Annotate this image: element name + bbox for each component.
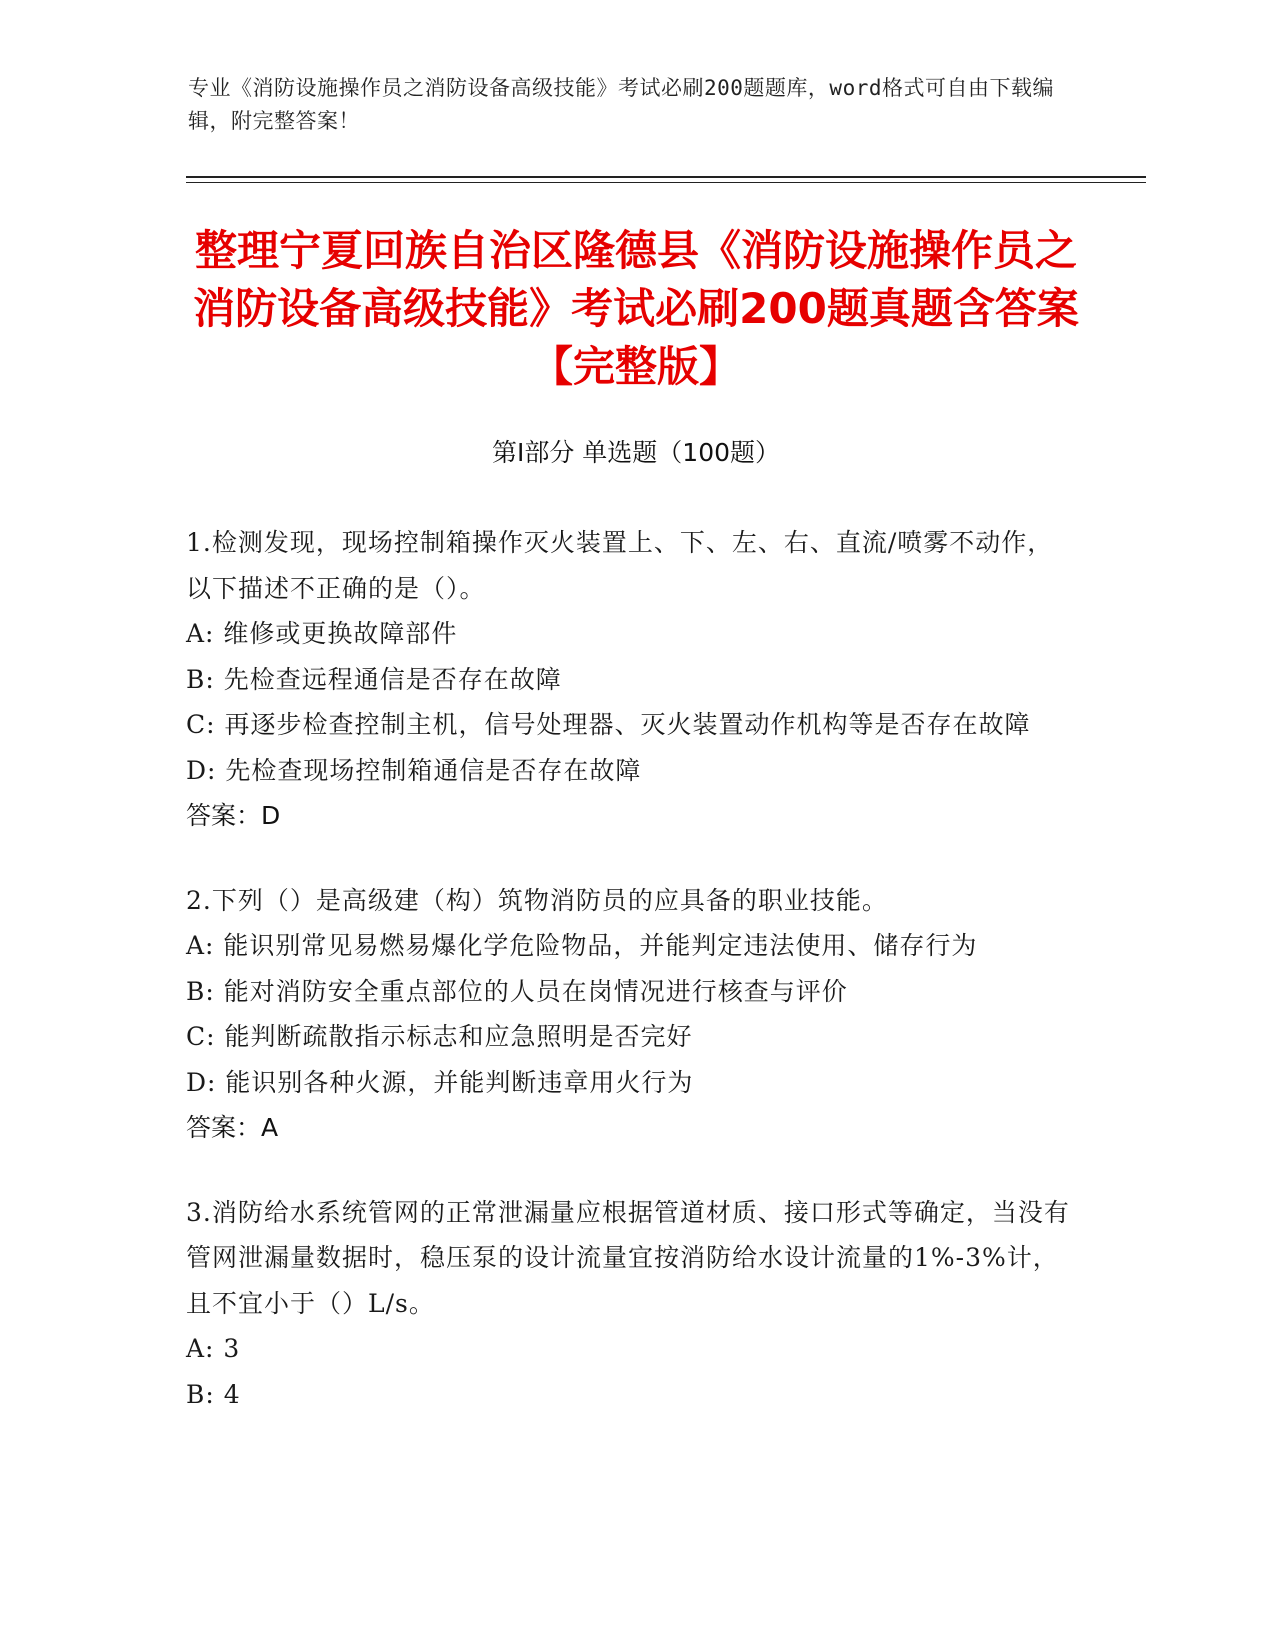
option-d: D: 先检查现场控制箱通信是否存在故障 (186, 755, 642, 785)
option-a: A: 维修或更换故障部件 (186, 619, 458, 648)
option-d: D: 能识别各种火源，并能判断违章用火行为 (186, 1067, 694, 1097)
question-text: 1.检测发现，现场控制箱操作灭火装置上、下、左、右、直流/喷雾不动作，以下描述不正确的是（）。 (186, 528, 1054, 603)
header-note: 专业《消防设施操作员之消防设备高级技能》考试必刷200题题库，word格式可自由下载编辑，附完整答案！ (188, 76, 1054, 133)
section-title: 第Ⅰ部分 单选题（100题） (491, 438, 781, 467)
option-b: B: 4 (186, 1379, 241, 1409)
question-item (186, 520, 1076, 839)
header-divider-thick (186, 176, 1146, 178)
question-list (186, 520, 1076, 1456)
question-item (186, 1190, 1076, 1418)
answer-text: 答案：A (186, 1113, 279, 1142)
question-item (186, 878, 1076, 1151)
document-title: 整理宁夏回族自治区隆德县《消防设施操作员之消防设备高级技能》考试必刷200题真题含答案【完整版】 (193, 226, 1079, 391)
option-a: A: 3 (186, 1334, 241, 1363)
option-c: C: 再逐步检查控制主机，信号处理器、灭火装置动作机构等是否存在故障 (186, 710, 1031, 739)
option-a: A: 能识别常见易燃易爆化学危险物品，并能判定违法使用、储存行为 (186, 931, 978, 960)
question-text: 3.消防给水系统管网的正常泄漏量应根据管道材质、接口形式等确定，当没有管网泄漏量数据时，稳压泵的设计流量宜按消防给水设计流量的1%-3%计，且不宜小于（）L/s。 (186, 1197, 1070, 1318)
question-text: 2.下列（）是高级建（构）筑物消防员的应具备的职业技能。 (186, 885, 888, 915)
option-b: B: 能对消防安全重点部位的人员在岗情况进行核查与评价 (186, 976, 848, 1006)
answer-text: 答案：D (186, 801, 281, 830)
option-b: B: 先检查远程通信是否存在故障 (186, 664, 562, 694)
option-c: C: 能判断疏散指示标志和应急照明是否完好 (186, 1022, 693, 1051)
header-divider-thin (186, 182, 1146, 183)
